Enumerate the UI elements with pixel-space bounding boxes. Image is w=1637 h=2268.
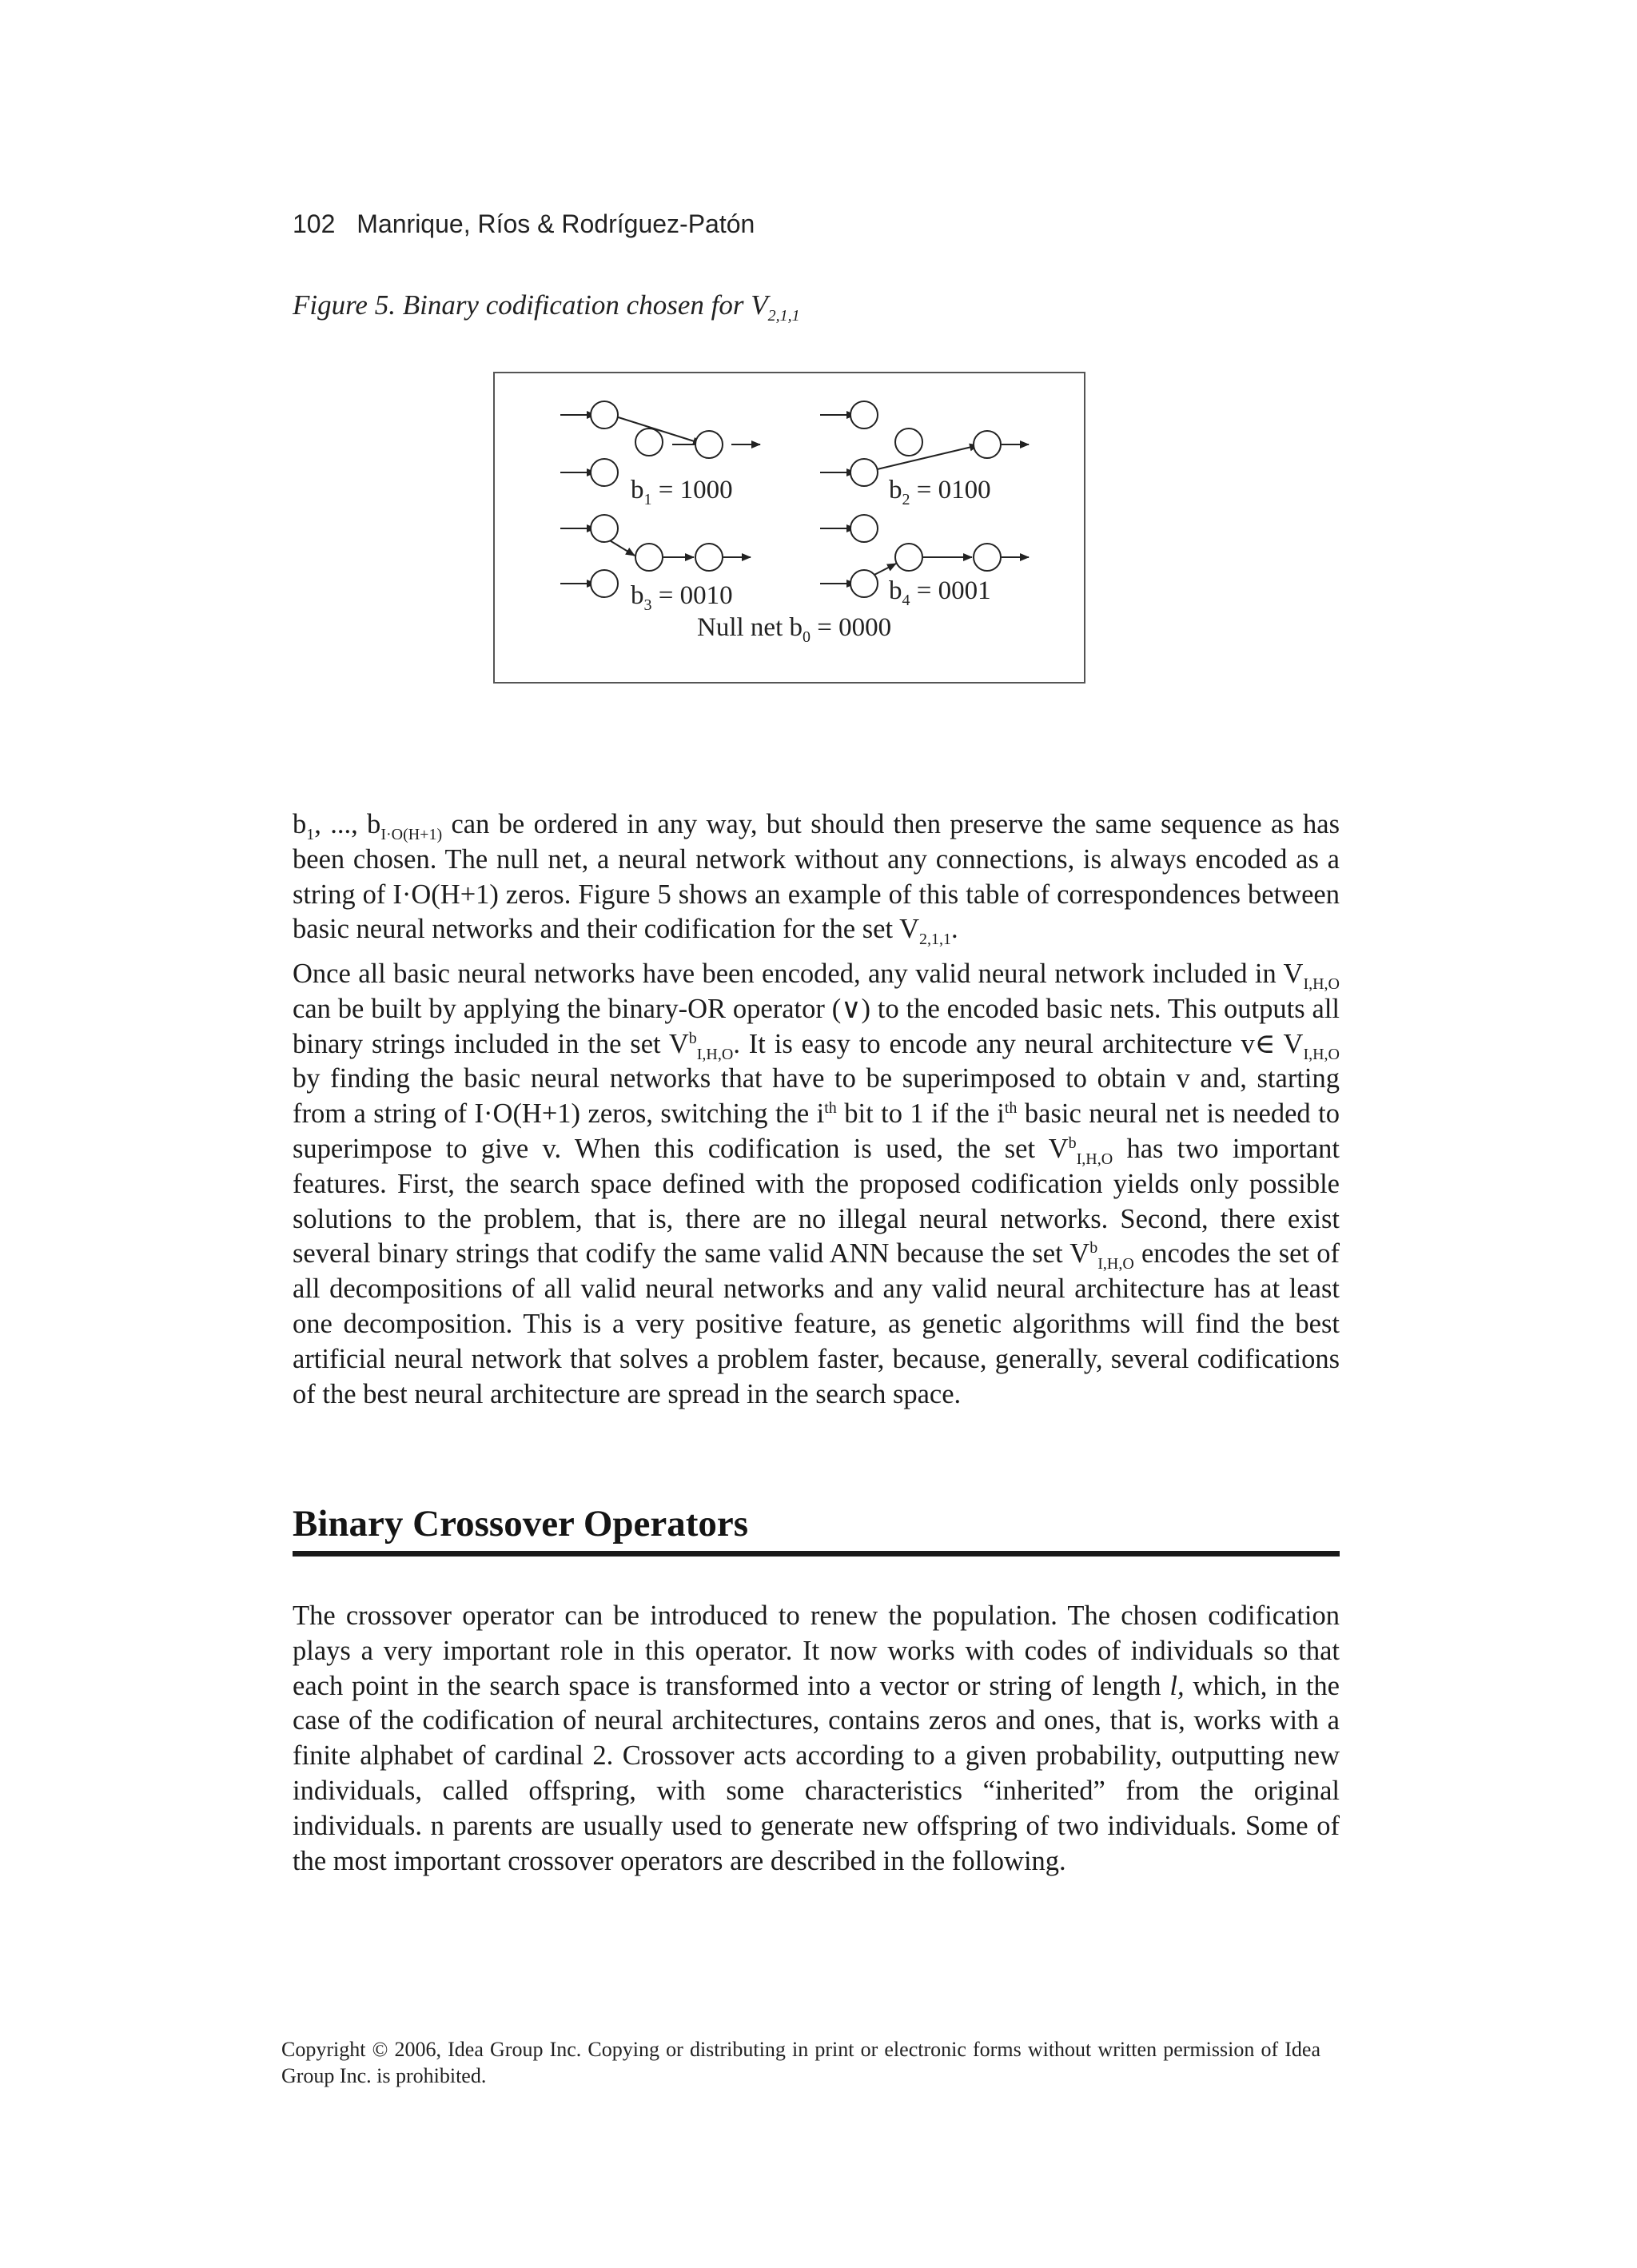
b3-output-node (695, 544, 723, 571)
b1-input-node-1 (591, 401, 618, 428)
b2-output-node (974, 431, 1001, 458)
page-number: 102 (293, 209, 336, 238)
b4-input-node-1 (850, 515, 878, 542)
b1-input-node-2 (591, 459, 618, 486)
b1-output-node-a (695, 431, 723, 458)
label-b4: $b_4 = 0001$ (889, 576, 991, 609)
b2-input-node-2 (850, 459, 878, 486)
figure-caption (293, 289, 800, 325)
b3-input-node-2 (591, 570, 618, 597)
b4-hidden-node (895, 544, 922, 571)
b2-hidden-node (895, 428, 922, 456)
b2-input-node-1 (850, 401, 878, 428)
b1-hidden-node (635, 428, 663, 456)
label-b3: $b_3 = 0010$ (631, 581, 733, 614)
b2-connection (870, 445, 978, 471)
label-null-net: Null net $b_0 = 0000$ (697, 613, 892, 646)
paragraph-3: The crossover operator can be introduced to renew the population. The chosen codification plays a very important role in this operator. It now works with codes of individuals so that each point in the search space is transformed into a vector or string of length l, which, in the case of the codification of neural architectures, contains zeros and ones, that is, works with a finite alphabet of cardinal 2. Crossover acts according to a given probability, outputting new individuals, called offspring, with some characteristics “inherited” from the original individuals. n parents are usually used to generate new offspring of two individuals. Some of the most important crossover operators are described in the following. (293, 1600, 1340, 1876)
caption-text: Figure 5. Binary codification chosen for V (293, 289, 768, 321)
b3-connection (608, 540, 635, 556)
paragraph-2: Once all basic neural networks have been encoded, any valid neural network included in $V_{I,H,O}$ can be built by applying the binary-OR operator (∨) to the encoded basic nets. This outputs all binary strings included in the set $V^b_{I,H,O}$. It is easy to encode any neural architecture v∈ $V_{I,H,O}$ by finding the basic neural networks that have to be superimposed to obtain v and, starting from a string of I·O(H+1) zeros, switching the $i^{th}$ bit to 1 if the $i^{th}$ basic neural net is needed to superimpose to give v. When this codification is used, the set $V^b_{I,H,O}$ has two important features. First, the search space defined with the proposed codification yields only possible solutions to the problem, that is, there are no illegal neural networks. Second, there exist several binary strings that codify the same valid ANN because the set $V^b_{I,H,O}$ encodes the set of all decompositions of all valid neural networks and any valid neural architecture has at least one decomposition. This is a very positive feature, as genetic algorithms will find the best artificial neural network that solves a problem faster, because, generally, several codifications of the best neural architecture are spread in the search space. (293, 959, 1340, 1409)
b4-input-node-2 (850, 570, 878, 597)
section-heading: Binary Crossover Operators (293, 1500, 1340, 1557)
header-authors: Manrique, Ríos & Rodríguez-Patón (356, 209, 755, 238)
running-header (293, 209, 755, 239)
copyright-footer: Copyright © 2006, Idea Group Inc. Copying or distributing in print or electronic forms without written permission of Idea Group Inc. is prohibited. (281, 2038, 1320, 2087)
label-b2: $b_2 = 0100$ (889, 476, 991, 508)
b4-output-node (974, 544, 1001, 571)
figure-5-diagram (493, 372, 1085, 684)
caption-subscript: 2,1,1 (767, 307, 800, 325)
label-b1: $b_1 = 1000$ (631, 476, 733, 508)
paragraph-1: $b_1$, ..., $b_{I\cdot O(H+1)}$ can be ordered in any way, but should then preserve the same sequence as has been chosen. The null net, a neural network without any connections, is always encoded as a string of I·O(H+1) zeros. Figure 5 shows an example of this table of correspondences between basic neural networks and their codification for the set $V_{2,1,1}$. (293, 809, 1340, 949)
b3-input-node-1 (591, 515, 618, 542)
b3-hidden-node (635, 544, 663, 571)
